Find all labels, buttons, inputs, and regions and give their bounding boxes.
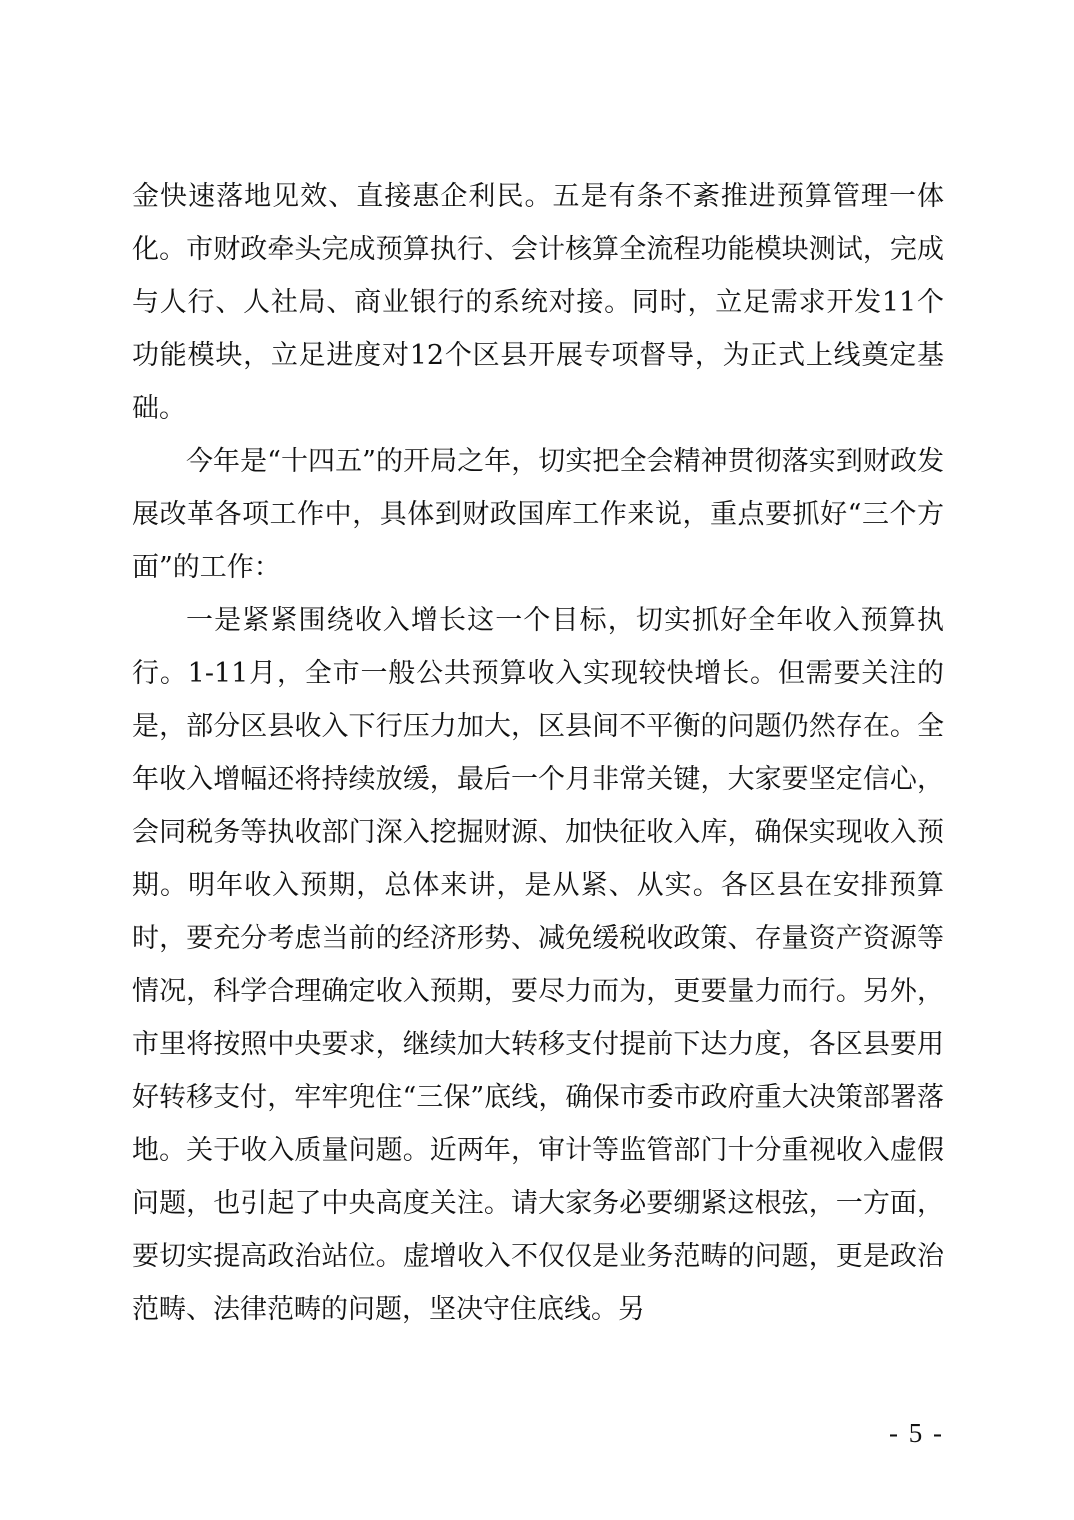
paragraph-1: 金快速落地见效、直接惠企利民。五是有条不紊推进预算管理一体化。市财政牵头完成预算执行、会计核算全流程功能模块测试，完成与人行、人社局、商业银行的系统对接。同时，立足需求开发11个功能模块，立足进度对12个区县开展专项督导，为正式上线奠定基础。 (132, 181, 944, 424)
body-text (132, 170, 944, 1336)
paragraph-3: 一是紧紧围绕收入增长这一个目标，切实抓好全年收入预算执行。1-11月，全市一般公共预算收入实现较快增长。但需要关注的是，部分区县收入下行压力加大，区县间不平衡的问题仍然存在。全年收入增幅还将持续放缓，最后一个月非常关键，大家要坚定信心，会同税务等执收部门深入挖掘财源、加快征收入库，确保实现收入预期。明年收入预期，总体来讲，是从紧、从实。各区县在安排预算时，要充分考虑当前的经济形势、减免缓税收政策、存量资产资源等情况，科学合理确定收入预期，要尽力而为，更要量力而行。另外，市里将按照中央要求，继续加大转移支付提前下达力度，各区县要用好转移支付，牢牢兜住“三保”底线，确保市委市政府重大决策部署落地。关于收入质量问题。近两年，审计等监管部门十分重视收入虚假问题，也引起了中央高度关注。请大家务必要绷紧这根弦，一方面，要切实提高政治站位。虚增收入不仅仅是业务范畴的问题，更是政治范畴、法律范畴的问题，坚决守住底线。另 (132, 605, 944, 1325)
paragraph-2: 今年是“十四五”的开局之年，切实把全会精神贯彻落实到财政发展改革各项工作中，具体到财政国库工作来说，重点要抓好“三个方面”的工作： (132, 446, 944, 583)
page-number: - 5 - (889, 1418, 944, 1448)
